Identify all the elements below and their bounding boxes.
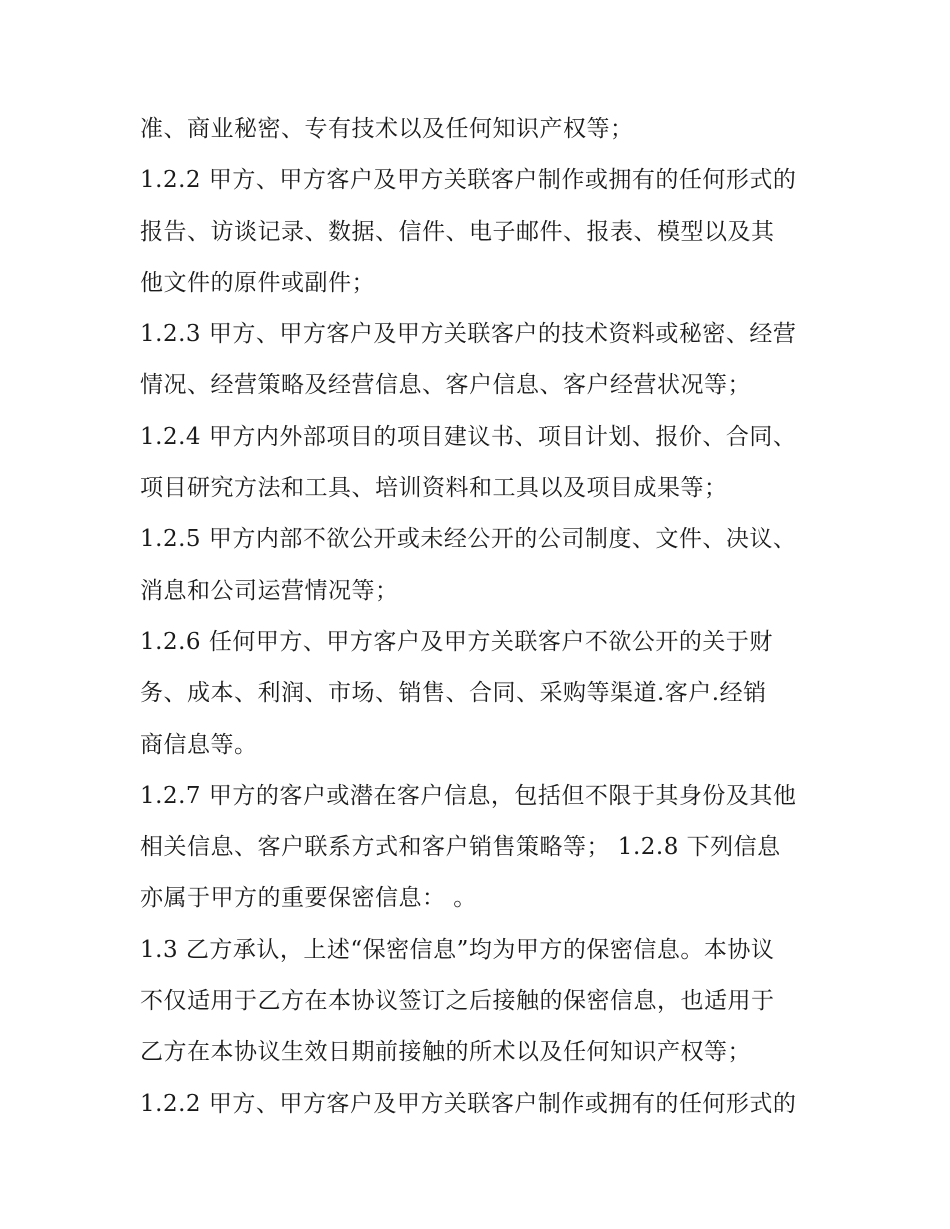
text-line: 情况、经营策略及经营信息、客户信息、客户经营状况等； <box>140 372 751 399</box>
text-line: 消息和公司运营情况等； <box>140 577 399 604</box>
text-line: 1.2.5 甲方内部不欲公开或未经公开的公司制度、文件、决议、 <box>140 526 797 553</box>
text-line: 乙方在本协议生效日期前接触的所术以及任何知识产权等； <box>140 1039 751 1066</box>
text-line: 1.2.7 甲方的客户或潜在客户信息，包括但不限于其身份及其他 <box>140 782 797 809</box>
text-line: 不仅适用于乙方在本协议签订之后接触的保密信息，也适用于 <box>140 988 775 1015</box>
text-line: 准、商业秘密、专有技术以及任何知识产权等； <box>140 116 634 142</box>
text-line: 1.3 乙方承认，上述“保密信息”均为甲方的保密信息。本协议 <box>140 936 775 963</box>
text-line: 1.2.3 甲方、甲方客户及甲方关联客户的技术资料或秘密、经营 <box>140 321 797 348</box>
text-line: 务、成本、利润、市场、销售、合同、采购等渠道.客户.经销 <box>140 680 767 707</box>
text-line: 1.2.4 甲方内外部项目的项目建议书、项目计划、报价、合同、 <box>140 423 797 450</box>
text-line: 商信息等。 <box>140 731 258 758</box>
text-line: 1.2.6 任何甲方、甲方客户及甲方关联客户不欲公开的关于财 <box>140 628 773 655</box>
text-line: 报告、访谈记录、数据、信件、电子邮件、报表、模型以及其 <box>140 218 775 245</box>
text-line: 1.2.2 甲方、甲方客户及甲方关联客户制作或拥有的任何形式的 <box>140 1090 797 1117</box>
text-line: 亦属于甲方的重要保密信息： 。 <box>140 885 477 912</box>
text-line: 项目研究方法和工具、培训资料和工具以及项目成果等； <box>140 475 728 502</box>
text-line: 1.2.2 甲方、甲方客户及甲方关联客户制作或拥有的任何形式的 <box>140 167 797 194</box>
text-line: 相关信息、客户联系方式和客户销售策略等； 1.2.8 下列信息 <box>140 834 781 861</box>
document-page <box>140 104 820 1130</box>
text-line: 他文件的原件或副件； <box>140 269 375 296</box>
